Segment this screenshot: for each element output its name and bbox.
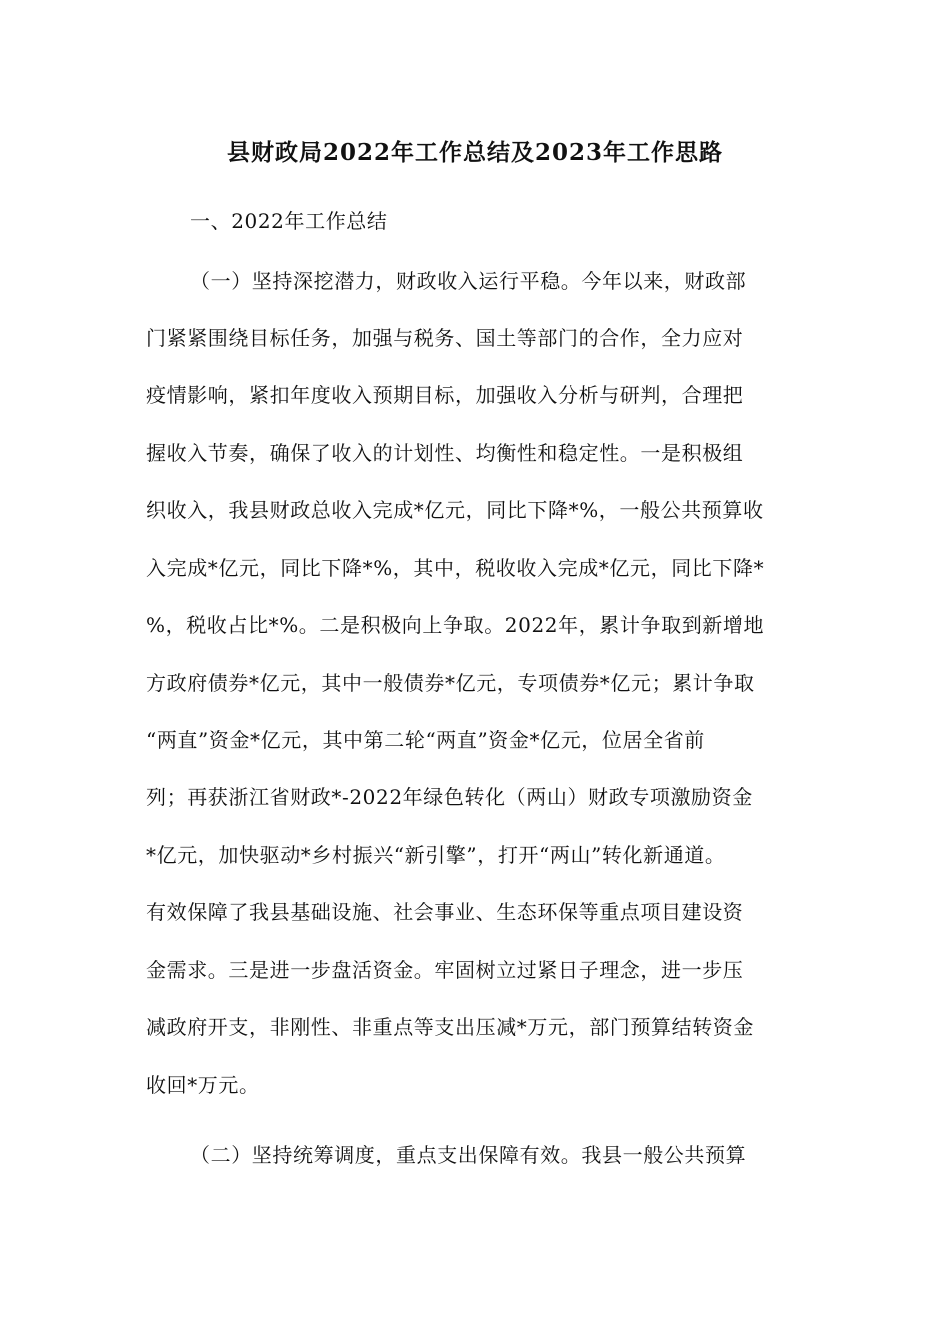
paragraph-line: 减政府开支，非刚性、非重点等支出压减*万元，部门预算结转资金 [146,1015,754,1039]
paragraph-line: 握收入节奏，确保了收入的计划性、均衡性和稳定性。一是积极组 [146,441,744,465]
paragraph-line: 金需求。三是进一步盘活资金。牢固树立过紧日子理念，进一步压 [146,958,744,982]
paragraph-line: 门紧紧围绕目标任务，加强与税务、国土等部门的合作，全力应对 [146,326,744,350]
paragraph-line: 有效保障了我县基础设施、社会事业、生态环保等重点项目建设资 [146,900,744,924]
paragraph-line: 织收入，我县财政总收入完成*亿元，同比下降*%，一般公共预算收 [146,498,764,522]
paragraph-line: 方政府债券*亿元，其中一般债券*亿元，专项债券*亿元；累计争取 [146,671,755,695]
document-title: 县财政局2022年工作总结及2023年工作思路 [226,139,724,166]
paragraph-line: 疫情影响，紧扣年度收入预期目标，加强收入分析与研判，合理把 [146,383,744,407]
paragraph-line: *亿元，加快驱动*乡村振兴“新引擎”，打开“两山”转化新通道。 [146,843,726,867]
paragraph-line: （一）坚持深挖潜力，财政收入运行平稳。今年以来，财政部 [190,269,747,293]
paragraph-line: 收回*万元。 [146,1073,260,1097]
paragraph-line: “两直”资金*亿元，其中第二轮“两直”资金*亿元，位居全省前 [146,728,705,752]
section-heading: 一、2022年工作总结 [190,209,388,233]
paragraph-line: %，税收占比*%。二是积极向上争取。2022年，累计争取到新增地 [146,613,765,637]
paragraph-line: （二）坚持统筹调度，重点支出保障有效。我县一般公共预算 [190,1143,747,1167]
paragraph-line: 入完成*亿元，同比下降*%，其中，税收收入完成*亿元，同比下降* [146,556,765,580]
paragraph-line: 列；再获浙江省财政*-2022年绿色转化（两山）财政专项激励资金 [146,785,753,809]
